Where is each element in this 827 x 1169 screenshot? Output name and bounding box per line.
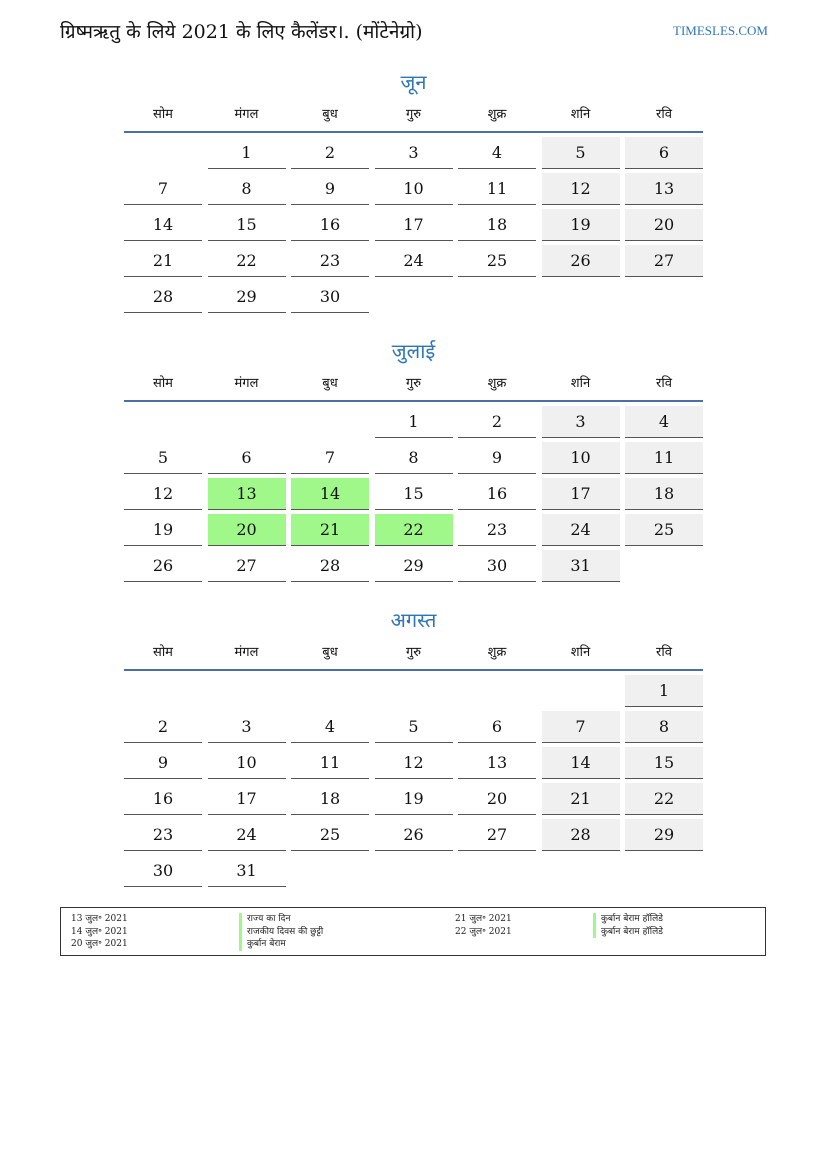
day-cell: 27 [208,550,286,582]
day-cell: 4 [291,711,369,743]
day-cell: 17 [542,478,620,510]
day-cell: 20 [208,514,286,546]
day-cell: 14 [124,209,202,241]
day-cell: 6 [208,442,286,474]
day-cell: 19 [124,514,202,546]
week-row [124,281,703,313]
day-cell: 7 [542,711,620,743]
weekday-label: शुक्र [487,107,507,122]
legend-holiday-name: कुर्बान बेराम [239,938,323,951]
day-cell: 3 [375,137,453,169]
day-cell: 11 [458,173,536,205]
day-cell: 5 [375,711,453,743]
week-row [124,173,703,205]
day-cell: 29 [375,550,453,582]
week-row [124,245,703,277]
day-cell: 7 [291,442,369,474]
day-cell: 5 [542,137,620,169]
month-title: जुलाई [391,339,436,363]
day-cell: 15 [208,209,286,241]
legend-holiday-name: राजकीय दिवस की छुट्टी [239,926,323,939]
weekday-label: मंगल [234,107,259,122]
day-grid [124,675,703,887]
day-cell: 9 [291,173,369,205]
day-cell: 25 [291,819,369,851]
day-cell: 1 [625,675,703,707]
holiday-legend [60,907,766,956]
day-cell: 17 [208,783,286,815]
day-cell: 13 [458,747,536,779]
legend-date: 14 जुल॰ 2021 [71,926,128,937]
day-cell: 18 [291,783,369,815]
weekday-label: शनि [570,107,591,122]
empty-day-cell [208,406,286,437]
day-cell: 14 [542,747,620,779]
day-cell: 23 [291,245,369,277]
legend-date: 13 जुल॰ 2021 [71,914,128,924]
day-cell: 21 [124,245,202,277]
empty-day-cell [625,281,703,312]
week-row [124,675,703,707]
day-cell: 11 [291,747,369,779]
day-cell: 24 [375,245,453,277]
day-cell: 8 [208,173,286,205]
day-cell: 1 [375,406,453,438]
day-cell: 22 [375,514,453,546]
day-cell: 7 [124,173,202,205]
month-title: जून [400,70,427,94]
week-row [124,747,703,779]
weekday-header [124,370,703,402]
day-cell: 1 [208,137,286,169]
empty-day-cell [542,855,620,886]
weekday-label: शुक्र [487,376,507,391]
empty-day-cell [124,675,202,706]
day-cell: 15 [625,747,703,779]
week-row [124,783,703,815]
day-cell: 25 [625,514,703,546]
day-cell: 19 [375,783,453,815]
weekday-label: मंगल [234,645,259,660]
empty-day-cell [375,675,453,706]
empty-day-cell [458,675,536,706]
legend-left-dates [71,913,128,951]
empty-day-cell [542,675,620,706]
day-cell: 26 [124,550,202,582]
day-cell: 12 [542,173,620,205]
day-cell: 2 [291,137,369,169]
legend-right-names [593,913,663,938]
weekday-label: रवि [656,376,672,391]
day-cell: 16 [458,478,536,510]
day-cell: 31 [208,855,286,887]
day-cell: 30 [291,281,369,313]
weekday-label: रवि [656,107,672,122]
day-cell: 29 [208,281,286,313]
day-cell: 31 [542,550,620,582]
day-cell: 27 [625,245,703,277]
day-cell: 12 [124,478,202,510]
legend-holiday-name: कुर्बान बेराम हॉलिडे [593,913,663,926]
empty-day-cell [375,281,453,312]
legend-date: 22 जुल॰ 2021 [455,926,512,937]
weekday-label: शनि [570,376,591,391]
day-cell: 6 [458,711,536,743]
weekday-label: सोम [153,107,173,122]
weekday-label: बुध [322,107,338,122]
day-cell: 26 [542,245,620,277]
day-cell: 30 [458,550,536,582]
day-cell: 20 [458,783,536,815]
day-cell: 23 [124,819,202,851]
day-cell: 18 [458,209,536,241]
day-cell: 13 [625,173,703,205]
day-cell: 3 [542,406,620,438]
empty-day-cell [291,675,369,706]
day-cell: 23 [458,514,536,546]
week-row [124,406,703,438]
day-cell: 12 [375,747,453,779]
day-cell: 8 [375,442,453,474]
day-cell: 8 [625,711,703,743]
day-cell: 28 [291,550,369,582]
legend-right-dates [455,913,512,938]
day-cell: 24 [208,819,286,851]
weekday-label: सोम [153,376,173,391]
week-row [124,442,703,474]
month-calendar [124,606,703,891]
week-row [124,137,703,169]
month-calendar [124,337,703,586]
month-title: अगस्त [390,608,437,632]
week-row [124,855,703,887]
day-cell: 17 [375,209,453,241]
empty-day-cell [375,855,453,886]
day-cell: 4 [625,406,703,438]
day-cell: 13 [208,478,286,510]
day-cell: 4 [458,137,536,169]
day-cell: 16 [291,209,369,241]
week-row [124,711,703,743]
week-row [124,514,703,546]
day-cell: 30 [124,855,202,887]
weekday-header [124,101,703,133]
empty-day-cell [124,137,202,168]
legend-holiday-name: राज्य का दिन [239,913,323,926]
day-cell: 15 [375,478,453,510]
day-cell: 2 [124,711,202,743]
day-cell: 20 [625,209,703,241]
day-cell: 6 [625,137,703,169]
week-row [124,550,703,582]
day-cell: 11 [625,442,703,474]
day-cell: 21 [291,514,369,546]
week-row [124,478,703,510]
empty-day-cell [625,550,703,581]
day-cell: 10 [542,442,620,474]
day-grid [124,137,703,313]
empty-day-cell [542,281,620,312]
day-cell: 28 [542,819,620,851]
day-cell: 16 [124,783,202,815]
weekday-label: सोम [153,645,173,660]
weekday-label: शुक्र [487,645,507,660]
weekday-label: मंगल [234,376,259,391]
week-row [124,209,703,241]
day-cell: 22 [208,245,286,277]
empty-day-cell [625,855,703,886]
empty-day-cell [124,406,202,437]
empty-day-cell [458,855,536,886]
day-cell: 19 [542,209,620,241]
day-cell: 14 [291,478,369,510]
month-calendar [124,68,703,317]
weekday-label: बुध [322,645,338,660]
legend-holiday-name: कुर्बान बेराम हॉलिडे [593,926,663,939]
weekday-label: गुरु [405,376,422,391]
day-cell: 3 [208,711,286,743]
day-cell: 26 [375,819,453,851]
day-cell: 10 [375,173,453,205]
legend-date: 21 जुल॰ 2021 [455,914,512,924]
day-cell: 2 [458,406,536,438]
empty-day-cell [458,281,536,312]
day-cell: 9 [458,442,536,474]
empty-day-cell [208,675,286,706]
weekday-label: गुरु [405,107,422,122]
page-title: ग्रिष्मऋतु के लिये 2021 के लिए कैलेंडर।. (मोंटेनेग्रो) [60,21,423,43]
legend-date: 20 जुल॰ 2021 [71,939,128,949]
day-cell: 18 [625,478,703,510]
weekday-header [124,639,703,671]
day-cell: 10 [208,747,286,779]
day-cell: 24 [542,514,620,546]
day-cell: 21 [542,783,620,815]
day-cell: 25 [458,245,536,277]
weekday-label: शनि [570,645,591,660]
day-cell: 22 [625,783,703,815]
legend-left-names [239,913,323,951]
weekday-label: बुध [322,376,338,391]
empty-day-cell [291,855,369,886]
day-cell: 27 [458,819,536,851]
day-grid [124,406,703,582]
day-cell: 29 [625,819,703,851]
week-row [124,819,703,851]
empty-day-cell [291,406,369,437]
weekday-label: रवि [656,645,672,660]
weekday-label: गुरु [405,645,422,660]
day-cell: 9 [124,747,202,779]
day-cell: 28 [124,281,202,313]
site-link[interactable]: TIMESLES.COM [673,23,768,38]
day-cell: 5 [124,442,202,474]
